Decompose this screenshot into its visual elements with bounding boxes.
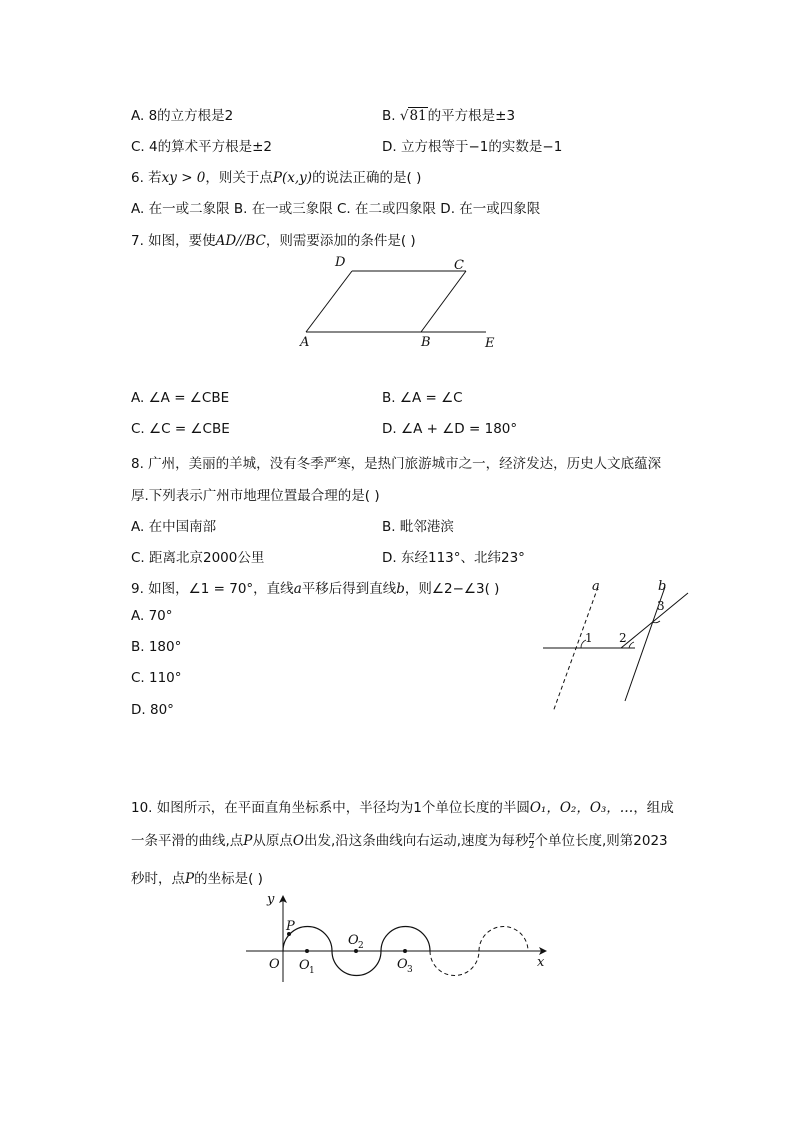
q6-stem: [131, 166, 421, 186]
q5-option-d: D. 立方根等于−1的实数是−1: [382, 139, 563, 155]
q10-math-centers: O₁，O₂，O₃，…: [529, 800, 634, 816]
center-o1-dot: [305, 949, 309, 953]
q6-stem-text: 6. 若: [131, 170, 162, 186]
q10-math-p: P: [185, 871, 195, 887]
q5-radicand: 81: [409, 108, 427, 124]
q8-option-a: A. 在中国南部: [131, 519, 217, 535]
q10-stem-text: 个单位长度,则第2023: [534, 833, 668, 849]
q10-stem-text: 的坐标是( ): [194, 871, 263, 887]
q7-stem-text: ，则需要添加的条件是( ): [265, 233, 416, 249]
label-a: A: [300, 335, 310, 350]
q7-option-b: B. ∠A = ∠C: [382, 390, 463, 406]
label-e: E: [485, 336, 495, 351]
q10-stem-text: 从原点: [252, 833, 293, 849]
label-line-b: b: [658, 579, 667, 594]
fraction-numerator: π: [528, 830, 535, 841]
q9-stem-text: ，则∠2−∠3( ): [404, 581, 500, 597]
q8-option-b: B. 毗邻港滨: [382, 519, 454, 535]
q5-option-b-label: B.: [382, 108, 400, 124]
q7-stem: [131, 229, 416, 249]
q6-math-xy: xy > 0: [161, 170, 206, 186]
q7-math: AD//BC: [215, 233, 266, 249]
q8-stem-line1: 8. 广州，美丽的羊城，没有冬季严寒，是热门旅游城市之一，经济发达，历史人文底蕴深: [131, 456, 662, 472]
center-o3-dot: [403, 949, 407, 953]
q10-stem-line3: [131, 867, 263, 887]
label-o3: O: [397, 957, 408, 972]
label-o2-subscript: 2: [358, 941, 364, 951]
label-b: B: [421, 335, 431, 350]
q9-option-d: D. 80°: [131, 702, 174, 718]
q8-stem-line2: 厚.下列表示广州市地理位置最合理的是( ): [131, 488, 380, 504]
q9-math-b: b: [396, 581, 405, 597]
q8-option-c: C. 距离北京2000公里: [131, 550, 265, 566]
q7-stem-text: 7. 如图，要使: [131, 233, 216, 249]
q6-stem-text: 的说法正确的是( ): [312, 170, 422, 186]
label-angle-2: 2: [619, 631, 627, 645]
q6-options: A. 在一或二象限 B. 在一或三象限 C. 在二或四象限 D. 在一或四象限: [131, 201, 541, 217]
label-angle-3: 3: [657, 599, 665, 613]
q6-math-point: P(x,y): [272, 170, 313, 186]
label-x: x: [537, 955, 545, 970]
q5-option-c: C. 4的算术平方根是±2: [131, 139, 272, 155]
q7-option-d: D. ∠A + ∠D = 180°: [382, 421, 518, 437]
label-y: y: [267, 892, 275, 907]
q10-stem-line1: [131, 796, 674, 816]
q9-option-b: B. 180°: [131, 639, 182, 655]
q10-math-p: P: [243, 833, 253, 849]
segment-ad: [306, 271, 352, 332]
label-o2: O: [348, 933, 359, 948]
q9-option-a: A. 70°: [131, 608, 173, 624]
label-c: C: [454, 258, 464, 273]
transversal-line: [621, 593, 688, 648]
q5-option-a: A. 8的立方根是2: [131, 108, 234, 124]
label-origin: O: [269, 957, 280, 972]
q10-stem-text: ，组成: [633, 800, 674, 816]
q7-option-c: C. ∠C = ∠CBE: [131, 421, 230, 437]
q10-stem-text: 出发,沿这条曲线向右运动,速度为每秒: [303, 833, 529, 849]
label-d: D: [335, 255, 346, 270]
line-a-dashed: [553, 587, 598, 712]
q10-math-o: O: [292, 833, 304, 849]
q9-parallel-lines-figure: [535, 575, 695, 720]
q10-stem-text: 一条平滑的曲线,点: [131, 833, 244, 849]
label-p: P: [286, 919, 295, 934]
q7-option-a: A. ∠A = ∠CBE: [131, 390, 230, 406]
label-angle-1: 1: [585, 631, 593, 645]
q9-stem-text: 9. 如图，∠1 = 70°，直线: [131, 581, 294, 597]
segment-cb: [421, 271, 466, 332]
label-o1-subscript: 1: [309, 966, 315, 976]
q9-option-c: C. 110°: [131, 670, 182, 686]
q7-parallelogram-figure: [290, 252, 510, 352]
sqrt-symbol: √: [399, 108, 409, 124]
label-o1: O: [299, 958, 310, 973]
angle-2-arc: [629, 642, 634, 648]
label-o3-subscript: 3: [407, 965, 413, 975]
q8-option-d: D. 东经113°、北纬23°: [382, 550, 525, 566]
fraction-denominator: 2: [528, 840, 535, 851]
q9-stem-text: 平移后得到直线: [301, 581, 397, 597]
q5-option-b-text: 的平方根是±3: [427, 108, 516, 124]
q10-stem-line2: [131, 829, 668, 851]
q10-stem-text: 秒时，点: [131, 871, 185, 887]
q10-stem-text: 10. 如图所示，在平面直角坐标系中，半径均为1个单位长度的半圆: [131, 800, 530, 816]
q9-math-a: a: [293, 581, 302, 597]
q9-stem: [131, 577, 499, 597]
label-line-a: a: [592, 579, 600, 594]
q6-stem-text: ，则关于点: [205, 170, 273, 186]
q10-semicircle-curve-figure: [240, 886, 560, 986]
q5-option-b: [382, 104, 515, 124]
